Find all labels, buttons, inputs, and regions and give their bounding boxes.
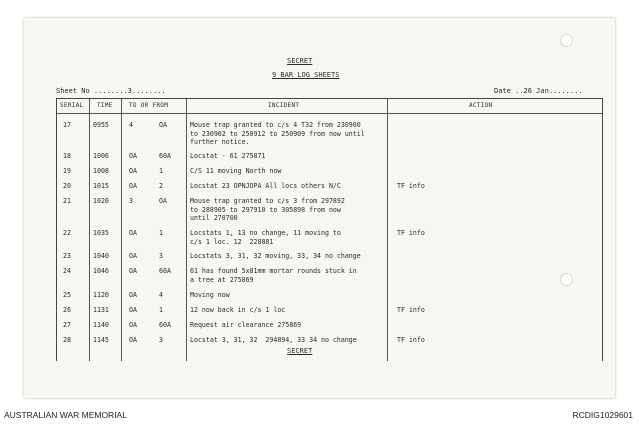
cell-from: 1 [159, 229, 163, 237]
header-serial: SERIAL [60, 102, 84, 109]
cell-to: OA [129, 321, 137, 329]
cell-action: TF info [397, 182, 425, 190]
cell-time: 1035 [93, 229, 109, 237]
cell-serial: 22 [63, 229, 71, 237]
date-field: Date ..26 Jan........ [494, 87, 583, 95]
cell-incident: Locstat 3, 31, 32 294894, 33 34 no change [190, 336, 357, 344]
cell-to: OA [129, 182, 137, 190]
cell-time: 1046 [93, 267, 109, 275]
cell-to: OA [129, 167, 137, 175]
cell-to: OA [129, 229, 137, 237]
cell-incident: Locstats 1, 13 no change, 11 moving to c/s 1 loc. 12 228881 [190, 229, 341, 246]
classification-bottom: SECRET [287, 347, 313, 355]
sheet-number: Sheet No ........3........ [56, 87, 166, 95]
footer-record-id: RCDIG1029601 [572, 410, 633, 420]
cell-to: OA [129, 306, 137, 314]
cell-action: TF info [397, 229, 425, 237]
cell-from: 4 [159, 291, 163, 299]
cell-time: 1020 [93, 197, 109, 205]
cell-time: 1040 [93, 252, 109, 260]
cell-serial: 18 [63, 152, 71, 160]
cell-to: OA [129, 152, 137, 160]
cell-serial: 23 [63, 252, 71, 260]
cell-serial: 25 [63, 291, 71, 299]
cell-serial: 17 [63, 121, 71, 129]
cell-from: 3 [159, 252, 163, 260]
cell-serial: 21 [63, 197, 71, 205]
header-incident: INCIDENT [268, 102, 300, 109]
footer-archive-name: AUSTRALIAN WAR MEMORIAL [4, 410, 127, 420]
cell-from: 60A [159, 321, 171, 329]
log-table [56, 98, 603, 361]
punch-hole [560, 34, 573, 47]
cell-incident: Mouse trap granted to c/s 4 T32 from 230900 to 230902 to 250912 to 250909 from now until further notice. [190, 121, 365, 147]
cell-serial: 24 [63, 267, 71, 275]
cell-action: TF info [397, 336, 425, 344]
cell-to: 4 [129, 121, 133, 129]
cell-incident: Request air clearance 275869 [190, 321, 302, 329]
header-to-or-from: TO OR FROM [129, 102, 169, 109]
cell-from: 1 [159, 167, 163, 175]
cell-time: 0955 [93, 121, 109, 129]
cell-time: 1120 [93, 291, 109, 299]
cell-from: 60A [159, 152, 171, 160]
cell-time: 1008 [93, 167, 109, 175]
cell-incident: C/S 11 moving North now [190, 167, 282, 175]
cell-serial: 19 [63, 167, 71, 175]
cell-serial: 28 [63, 336, 71, 344]
cell-time: 1006 [93, 152, 109, 160]
header-time: TIME [97, 102, 113, 109]
cell-time: 1131 [93, 306, 109, 314]
cell-serial: 27 [63, 321, 71, 329]
cell-to: OA [129, 267, 137, 275]
cell-from: 60A [159, 267, 171, 275]
cell-incident: Locstat - 61 275871 [190, 152, 266, 160]
header-action: ACTION [469, 102, 493, 109]
cell-from: 2 [159, 182, 163, 190]
cell-from: OA [159, 121, 167, 129]
cell-to: OA [129, 252, 137, 260]
cell-serial: 26 [63, 306, 71, 314]
cell-incident: Moving now [190, 291, 230, 299]
classification-top: SECRET [287, 57, 313, 65]
cell-from: 1 [159, 306, 163, 314]
cell-to: OA [129, 291, 137, 299]
cell-to: 3 [129, 197, 133, 205]
cell-from: OA [159, 197, 167, 205]
cell-incident: 12 now back in c/s 1 loc [190, 306, 286, 314]
cell-time: 1015 [93, 182, 109, 190]
cell-incident: Locstats 3, 31, 32 moving, 33, 34 no change [190, 252, 361, 260]
cell-incident: Locstat 23 OPNJOPA All locs others N/C [190, 182, 341, 190]
cell-incident: 61 has found 5x81mm mortar rounds stuck in a tree at 275869 [190, 267, 357, 284]
cell-to: OA [129, 336, 137, 344]
cell-serial: 20 [63, 182, 71, 190]
cell-action: TF info [397, 306, 425, 314]
document-page [24, 18, 615, 398]
cell-time: 1140 [93, 321, 109, 329]
cell-from: 3 [159, 336, 163, 344]
page-title: 9 BAR LOG SHEETS [272, 71, 340, 79]
cell-time: 1145 [93, 336, 109, 344]
cell-incident: Mouse trap granted to c/s 3 from 297892 to 288905 to 297910 to 305898 from now until 270700 [190, 197, 345, 223]
